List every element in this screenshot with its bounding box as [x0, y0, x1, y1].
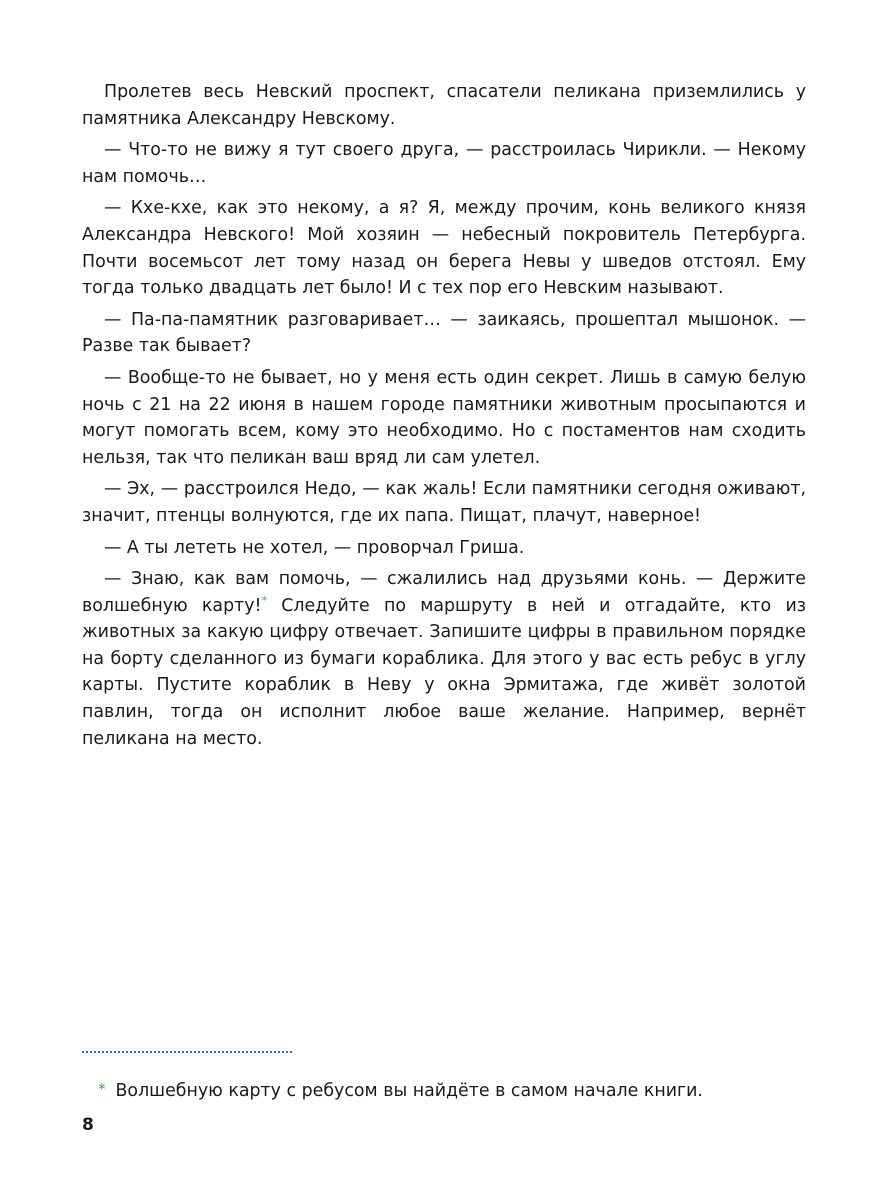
paragraph: — Эх, — расстроился Недо, — как жаль! Если памятники сегодня оживают, значит, птенцы волнуются, где их папа. Пищат, плачут, наверное!: [82, 479, 806, 526]
footnote-divider: [82, 1051, 292, 1053]
footnote: [98, 1078, 798, 1104]
paragraph-text-after-mark: Следуйте по маршруту в ней и отгадайте, кто из животных за какую цифру отвечает. Запишите цифры в правильном порядке на борту сделанного из бумаги кораблика. Для этого у вас есть ребус в углу карты. Пустите кораблик в Неву у окна Эрмитажа, где живёт золотой павлин, тогда он исполнит любое ваше желание. Например, вернёт пеликана на место.: [82, 595, 806, 749]
paragraph-text-before-mark: — Знаю, как вам помочь, — сжалились над друзьями конь. — Держите волшебную карту!: [82, 569, 806, 616]
footnote-text: Волшебную карту с ребусом вы найдёте в самом начале книги.: [115, 1081, 703, 1101]
paragraph: — Кхе-кхе, как это некому, а я? Я, между прочим, конь великого князя Александра Невского! Мой хозяин — небесный покровитель Петербурга. Почти восемьсот лет тому назад он берега Невы у шведов отстоял. Ему тогда только двадцать лет было! И с тех пор его Невским называют.: [82, 198, 806, 299]
paragraph: — Вообще-то не бывает, но у меня есть один секрет. Лишь в самую белую ночь с 21 на 22 июня в нашем городе памятники животным просыпаются и могут помогать всем, кому это необходимо. Но с постаментов нам сходить нельзя, так что пеликан ваш вряд ли сам улетел.: [82, 367, 806, 468]
paragraph: — Что-то не вижу я тут своего друга, — расстроилась Чирикли. — Некому нам помочь…: [82, 140, 806, 187]
paragraph: — Па-па-памятник разговаривает… — заикаясь, прошептал мышонок. — Разве так бывает?: [82, 309, 806, 357]
paragraph-with-footnote: [82, 566, 806, 752]
footnote-reference-mark: *: [261, 593, 268, 607]
page-number: 8: [82, 1115, 94, 1135]
body-text: [82, 79, 806, 757]
paragraph: Пролетев весь Невский проспект, спасатели пеликана приземлились у памятника Александру Невскому.: [82, 82, 806, 129]
paragraph: — А ты лететь не хотел, — проворчал Гриша.: [104, 537, 525, 558]
footnote-mark: *: [98, 1080, 106, 1098]
